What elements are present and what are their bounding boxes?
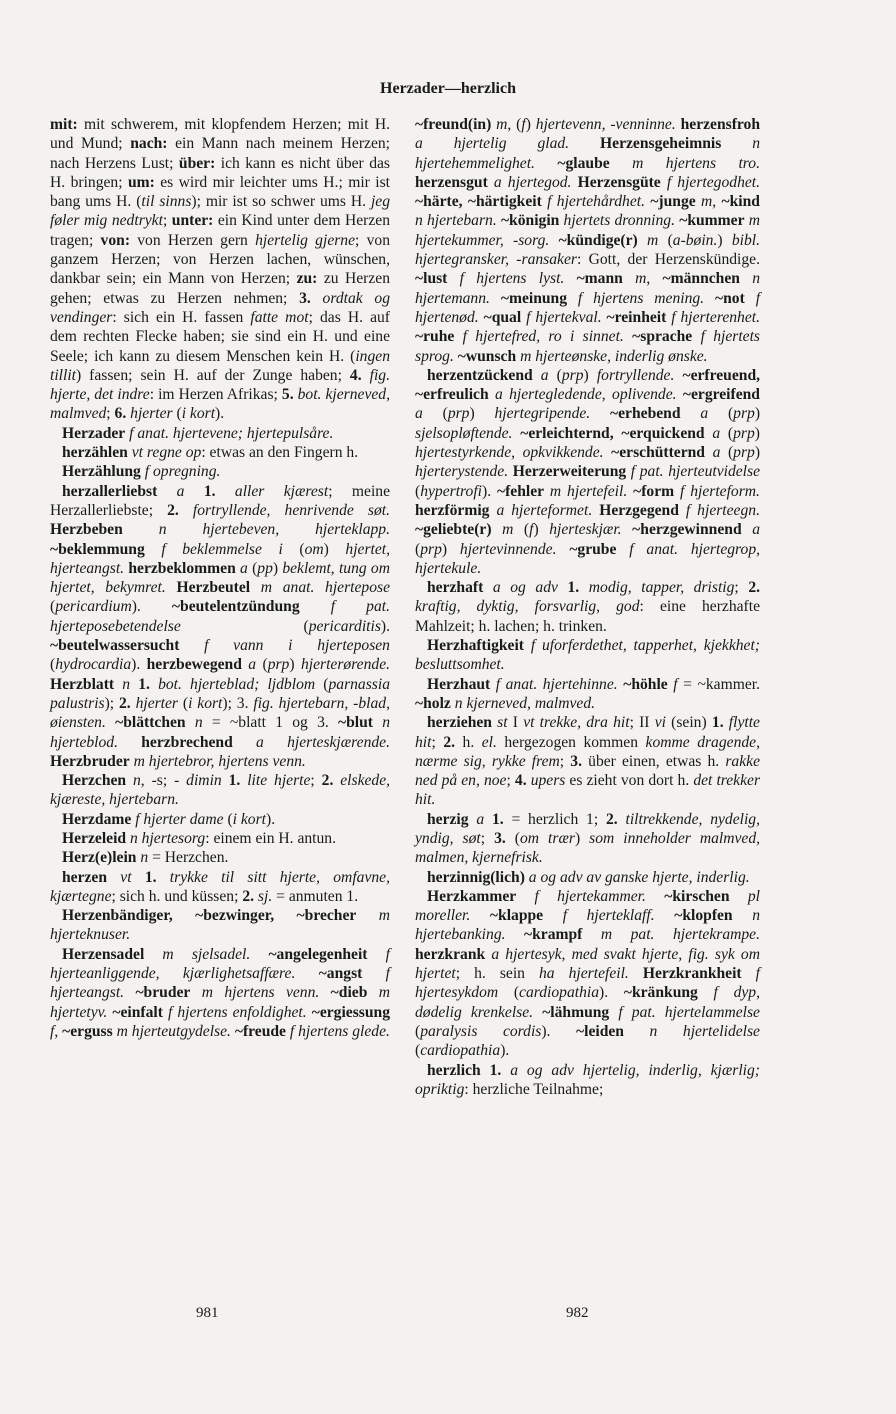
left-column bbox=[50, 115, 390, 1041]
dictionary-entry: Herz(e)lein n = Herzchen. bbox=[62, 849, 229, 867]
dictionary-entry: Herzader f anat. hjertevene; hjertepulsåre. bbox=[62, 424, 334, 442]
running-header: Herzader—herzlich bbox=[380, 80, 516, 97]
dictionary-entry: herzig a 1. = herzlich 1; 2. tiltrekkende, nydelig, yndig, søt; 3. (om trær) som inneholder malmved, malmen, kjernefrisk. bbox=[415, 810, 761, 867]
dictionary-entry: Herzkammer f hjertekammer. ~kirschen pl moreller. ~klappe f hjerteklaff. ~klopfen n hjertebanking. ~krampf m pat. hjertekrampe. herzkrank a hjertesyk, med svakt hjerte, fig. syk om hjertet; h. sein ha hjertefeil. Herzkrankheit f hjertesykdom (cardiopathia). ~kränkung f dyp, dødelig krenkelse. ~lähmung f pat. hjertelammelse (paralysis cordis). ~leiden n hjertelidelse (cardiopathia). bbox=[415, 887, 761, 1060]
dictionary-entry: Herzensadel m sjelsadel. ~angelegenheit f hjerteanliggende, kjærlighetsaffære. ~angst f hjerteangst. ~bruder m hjertens venn. ~dieb m hjertetyv. ~einfalt f hjertens enfoldighet. ~ergiessung f, ~erguss m hjerteutgydelse. ~freude f hjertens glede. bbox=[50, 945, 391, 1040]
dictionary-entry: ~freund(in) m, (f) hjertevenn, -venninne. herzensfroh a hjertelig glad. Herzensgeheimnis n hjertehemmelighet. ~glaube m hjertens tro. herzensgut a hjertegod. Herzensgüte f hjertegodhet. ~härte, ~härtigkeit f hjertehårdhet. ~junge m, ~kind n hjertebarn. ~königin hjertets dronning. ~kummer m hjertekummer, -sorg. ~kündige(r) m (a-bøin.) bibl. hjertegransker, -ransaker: Gott, der Herzenskündige. ~lust f hjertens lyst. ~mann m, ~männchen n hjertemann. ~meinung f hjertens mening. ~not f hjertenød. ~qual f hjertekval. ~reinheit f hjerterenhet. ~ruhe f hjertefred, ro i sinnet. ~sprache f hjertets sprog. ~wunsch m hjerteønske, inderlig ønske. bbox=[415, 116, 761, 365]
dictionary-entry: mit: mit schwerem, mit klopfendem Herzen; mit H. und Mund; nach: ein Mann nach meinem Herzen; nach Herzens Lust; über: ich kann es nicht über das H. bringen; um: es wird mir leichter ums H.; mir ist bang ums H. (til sinns); mir ist so schwer ums H. jeg føler mig nedtrykt; unter: ein Kind unter dem Herzen tragen; von: von Herzen gern hjertelig gjerne; von ganzem Herzen; von Herzen lachen, wünschen, dankbar sein; ein Mann von Herzen; zu: zu Herzen gehen; etwas zu Herzen nehmen; 3. ordtak og vendinger: sich ein H. fassen fatte mot; das H. auf dem rechten Flecke haben; sie sind ein H. und eine Seele; ich kann zu diesem Menschen kein H. (ingen tillit) fassen; sein H. auf der Zunge haben; 4. fig. hjerte, det indre: im Herzen Afrikas; 5. bot. kjerneved, malmved; 6. hjerter (i kort). bbox=[50, 116, 391, 423]
dictionary-entry: herzlich 1. a og adv hjertelig, inderlig, kjærlig; opriktig: herzliche Teilnahme; bbox=[415, 1061, 760, 1098]
dictionary-entry: herzallerliebst a 1. aller kjærest; meine Herzallerliebste; 2. fortryllende, henrivende søt. Herzbeben n hjertebeven, hjerteklapp. ~beklemmung f beklemmelse i (om) hjertet, hjerteangst. herzbeklommen a (pp) beklemt, tung om hjertet, bekymret. Herzbeutel m anat. hjertepose (pericardium). ~beutelentzündung f pat. hjerteposebetendelse (pericarditis). ~beutelwassersucht f vann i hjerteposen (hydrocardia). herzbewegend a (prp) hjerterørende. Herzblatt n 1. bot. hjerteblad; ljdblom (parnassia palustris); 2. hjerter (i kort); 3. fig. hjertebarn, -blad, øiensten. ~blättchen n = ~blatt 1 og 3. ~blut n hjerteblod. herzbrechend a hjerteskjærende. Herzbruder m hjertebror, hjertens venn. bbox=[50, 482, 391, 770]
page-number-left: 981 bbox=[196, 1305, 219, 1321]
page-number-right: 982 bbox=[566, 1305, 589, 1321]
dictionary-entry: Herzenbändiger, ~bezwinger, ~brecher m hjerteknuser. bbox=[50, 907, 390, 944]
dictionary-entry: Herzhaut f anat. hjertehinne. ~höhle f = ~kammer. ~holz n kjerneved, malmved. bbox=[415, 675, 761, 712]
dictionary-entry: herzinnig(lich) a og adv av ganske hjerte, inderlig. bbox=[427, 868, 750, 886]
dictionary-entry: Herzeleid n hjertesorg: einem ein H. antun. bbox=[62, 829, 336, 847]
dictionary-entry: herzentzückend a (prp) fortryllende. ~erfreuend, ~erfreulich a hjertegledende, oplivende. ~ergreifend a (prp) hjertegripende. ~erhebend a (prp) sjelsopløftende. ~erleichternd, ~erquickend a (prp) hjertestyrkende, opkvikkende. ~erschütternd a (prp) hjerterystende. Herzerweiterung f pat. hjerteutvidelse (hypertrofi). ~fehler m hjertefeil. ~form f hjerteform. herzförmig a hjerteformet. Herzgegend f hjerteegn. ~geliebte(r) m (f) hjerteskjær. ~herzgewinnend a (prp) hjertevinnende. ~grube f anat. hjertegrop, hjertekule. bbox=[415, 366, 761, 577]
dictionary-entry: herzhaft a og adv 1. modig, tapper, dristig; 2. kraftig, dyktig, forsvarlig, god: eine herzhafte Mahlzeit; h. lachen; h. trinken. bbox=[415, 579, 761, 635]
dictionary-entry: herziehen st I vt trekke, dra hit; II vi (sein) 1. flytte hit; 2. h. el. hergezogen kommen komme dragende, nærme sig, rykke frem; 3. über einen, etwas h. rakke ned på en, noe; 4. upers es zieht von dort h. det trekker hit. bbox=[415, 714, 761, 809]
dictionary-entry: Herzhaftigkeit f uforferdethet, tapperhet, kjekkhet; besluttsomhet. bbox=[415, 637, 760, 674]
dictionary-entry: herzen vt 1. trykke til sitt hjerte, omfavne, kjærtegne; sich h. und küssen; 2. sj. = anmuten 1. bbox=[50, 868, 390, 905]
dictionary-entry: Herzählung f opregning. bbox=[62, 463, 221, 481]
right-column bbox=[415, 115, 760, 1099]
dictionary-entry: Herzchen n, -s; - dimin 1. lite hjerte; 2. elskede, kjæreste, hjertebarn. bbox=[50, 772, 391, 809]
dictionary-entry: herzählen vt regne op: etwas an den Fingern h. bbox=[62, 444, 359, 462]
dictionary-entry: Herzdame f hjerter dame (i kort). bbox=[62, 810, 276, 828]
